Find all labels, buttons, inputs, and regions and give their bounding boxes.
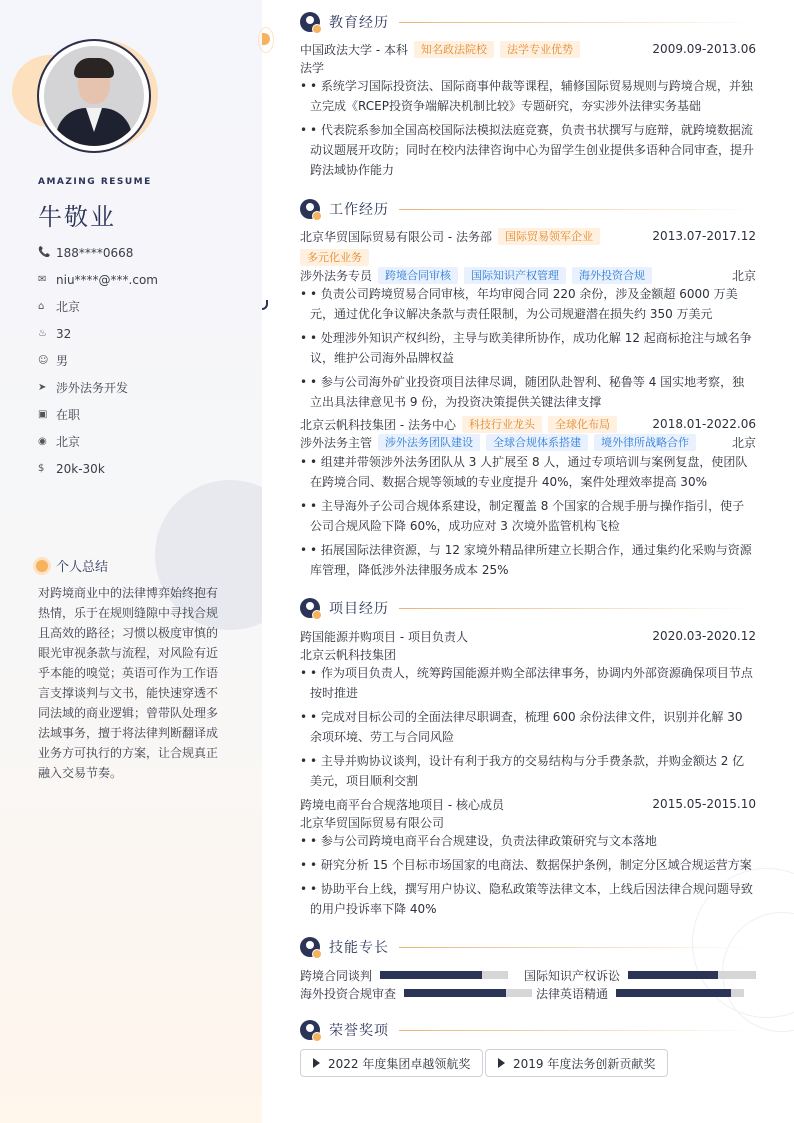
- skill-fill: [380, 971, 482, 979]
- gender-icon: ☺: [38, 355, 49, 366]
- info-residence: [38, 293, 238, 320]
- skill-fill: [404, 989, 506, 997]
- info-text: 男: [56, 354, 69, 368]
- location-icon: ◉: [38, 436, 47, 447]
- avatar-photo: [44, 46, 144, 146]
- info-text: 北京: [56, 435, 81, 449]
- info-age: [38, 320, 238, 347]
- avatar: [37, 39, 151, 153]
- section-skills: [300, 937, 756, 957]
- divider: [399, 22, 756, 23]
- city: 北京: [731, 435, 756, 450]
- info-text: 在职: [56, 408, 81, 422]
- section-title: 教育经历: [329, 15, 389, 31]
- job-bullets: [300, 284, 756, 416]
- job-tags: [294, 248, 750, 266]
- decor-shape: [262, 300, 268, 310]
- section-title: 工作经历: [329, 202, 389, 218]
- decor-shape: [262, 33, 270, 45]
- city: 北京: [731, 268, 756, 283]
- org: 北京云帆科技集团: [300, 647, 397, 662]
- section-title: 项目经历: [329, 601, 389, 617]
- tag: 海外投资合规: [572, 267, 652, 284]
- skill-item: [300, 984, 532, 1002]
- company-name: 北京云帆科技集团 - 法务中心: [300, 417, 456, 432]
- skill-bar: [404, 989, 532, 997]
- skill-name: 跨境合同谈判: [300, 968, 373, 983]
- tag: 境外律所战略合作: [594, 434, 696, 451]
- resume-tagline: AMAZING RESUME: [38, 177, 152, 187]
- award-badge: [300, 1049, 483, 1077]
- org: 北京华贸国际贸易有限公司: [300, 815, 445, 830]
- date: 2015.05-2015.10: [652, 797, 756, 811]
- list-item: • • 参与公司海外矿业投资项目法律尽调，随团队赴智利、秘鲁等 4 国实地考察，独立出具法律意见书 9 份，为投资决策提供关键法律支撑: [300, 372, 756, 412]
- skill-bar: [616, 989, 744, 997]
- skill-fill: [616, 989, 731, 997]
- summary-heading: [36, 556, 108, 575]
- contact-info: [38, 239, 238, 482]
- role: 涉外法务主管: [300, 435, 373, 450]
- email-icon: ✉: [38, 274, 47, 285]
- education-major: [300, 58, 756, 76]
- info-text: niu****@***.com: [56, 272, 158, 287]
- tag: 全球化布局: [548, 416, 617, 433]
- home-icon: ⌂: [38, 301, 45, 312]
- section-title: 荣誉奖项: [329, 1023, 389, 1039]
- skill-bar: [628, 971, 756, 979]
- salary-icon: $: [38, 463, 45, 474]
- job-role: [300, 266, 756, 284]
- date: 2018.01-2022.06: [652, 417, 756, 431]
- info-text: 32: [56, 326, 72, 341]
- skill-fill: [628, 971, 718, 979]
- role: 涉外法务专员: [300, 268, 373, 283]
- summary-title: 个人总结: [56, 560, 109, 575]
- tag: 全球合规体系搭建: [486, 434, 588, 451]
- divider: [399, 209, 756, 210]
- section-work: [300, 199, 756, 219]
- list-item: • • 研究分析 15 个目标市场国家的电商法、数据保护条例，制定分区域合规运营方案: [300, 855, 756, 875]
- skill-item: [300, 966, 508, 984]
- project-org: [300, 813, 756, 831]
- project-header: [300, 627, 756, 645]
- tag: 科技行业龙头: [462, 416, 542, 433]
- list-item: • • 处理涉外知识产权纠纷，主导与欧美律所协作，成功化解 12 起商标抢注与域名争议，维护公司海外品牌权益: [300, 328, 756, 368]
- project-header: [300, 795, 756, 813]
- job-bullets: [300, 452, 756, 584]
- project-org: [300, 645, 756, 663]
- section-title: 技能专长: [329, 940, 389, 956]
- age-icon: ♨: [38, 328, 47, 339]
- info-salary: [38, 455, 238, 482]
- section-education: [300, 12, 756, 32]
- play-icon: [498, 1058, 505, 1068]
- list-item: • • 代表院系参加全国高校国际法模拟法庭竞赛，负责书状撰写与庭辩，就跨境数据流动议题展开攻防；同时在校内法律咨询中心为留学生创业提供多语种合同审查，提升跨法域协作能力: [300, 120, 756, 180]
- send-icon: ➤: [38, 382, 47, 393]
- dot-icon: [36, 560, 48, 572]
- list-item: • • 主导并购协议谈判，设计有利于我方的交易结构与分手费条款，并购金额达 2 亿美元，项目顺利交割: [300, 751, 756, 791]
- play-icon: [313, 1058, 320, 1068]
- job-role: [300, 433, 756, 451]
- divider: [399, 608, 756, 609]
- date: 2020.03-2020.12: [652, 629, 756, 643]
- phone-icon: 📞: [38, 247, 51, 258]
- date: 2013.07-2017.12: [652, 229, 756, 243]
- award-name: 2022 年度集团卓越领航奖: [328, 1056, 471, 1071]
- divider: [399, 947, 756, 948]
- tag: 国际知识产权管理: [464, 267, 566, 284]
- education-bullets: [300, 76, 756, 184]
- list-item: • • 作为项目负责人，统筹跨国能源并购全部法律事务，协调内外部资源确保项目节点按时推进: [300, 663, 756, 703]
- info-target-job: [38, 374, 238, 401]
- info-status: [38, 401, 238, 428]
- info-location: [38, 428, 238, 455]
- list-item: • • 系统学习国际投资法、国际商事仲裁等课程，辅修国际贸易规则与跨境合规，并独立完成《RCEP投资争端解决机制比较》专题研究，夯实涉外法律实务基础: [300, 76, 756, 116]
- section-icon: [300, 937, 320, 957]
- info-text: 188****0668: [56, 245, 134, 260]
- divider: [399, 1030, 756, 1031]
- award-badge: [485, 1049, 668, 1077]
- job-header: [300, 227, 756, 245]
- tag: 多元化业务: [300, 249, 369, 266]
- info-text: 涉外法务开发: [56, 381, 129, 395]
- sidebar: [0, 0, 262, 1123]
- tag: 法学专业优势: [500, 41, 580, 58]
- skill-item: [536, 984, 744, 1002]
- candidate-name: 牛敬业: [38, 203, 116, 231]
- education-header: [300, 40, 756, 58]
- list-item: • • 组建并带领涉外法务团队从 3 人扩展至 8 人，通过专项培训与案例复盘，使团队在跨境合同、数据合规等领域的专业度提升 40%，案件处理效率提高 30%: [300, 452, 756, 492]
- list-item: • • 拓展国际法律资源，与 12 家境外精品律所建立长期合作，通过集约化采购与资源库管理，降低涉外法律服务成本 25%: [300, 540, 756, 580]
- project-bullets: [300, 831, 756, 923]
- list-item: • • 协助平台上线，撰写用户协议、隐私政策等法律文本，上线后因法律合规问题导致的用户投诉率下降 40%: [300, 879, 756, 919]
- section-awards: [300, 1020, 756, 1040]
- summary-text: 对跨境商业中的法律博弈始终抱有热情，乐于在规则缝隙中寻找合规且高效的路径；习惯以极度审慎的眼光审视条款与流程，对风险有近乎本能的嗅觉；英语可作为工作语言支撑谈判与文书，能快速穿透不同法域的商业逻辑；曾带队处理多法域事务，擅于将法律判断翻译成业务方可执行的方案，让合规真正融入交易节奏。: [38, 586, 219, 780]
- project-bullets: [300, 663, 756, 795]
- date: 2009.09-2013.06: [652, 42, 756, 56]
- tag: 国际贸易领军企业: [498, 228, 600, 245]
- info-email: [38, 266, 238, 293]
- skill-name: 国际知识产权诉讼: [524, 968, 621, 983]
- briefcase-icon: ▣: [38, 409, 48, 420]
- section-icon: [300, 1020, 320, 1040]
- list-item: • • 完成对目标公司的全面法律尽职调查，梳理 600 余份法律文件，识别并化解 30 余项环境、劳工与合同风险: [300, 707, 756, 747]
- skill-item: [524, 966, 756, 984]
- info-text: 20k-30k: [56, 461, 105, 476]
- section-projects: [300, 598, 756, 618]
- section-icon: [300, 598, 320, 618]
- skill-name: 法律英语精通: [536, 986, 609, 1001]
- award-name: 2019 年度法务创新贡献奖: [513, 1056, 656, 1071]
- section-icon: [300, 12, 320, 32]
- tag: 涉外法务团队建设: [378, 434, 480, 451]
- company-name: 北京华贸国际贸易有限公司 - 法务部: [300, 229, 492, 244]
- skill-name: 海外投资合规审查: [300, 986, 397, 1001]
- list-item: • • 主导海外子公司合规体系建设，制定覆盖 8 个国家的合规手册与操作指引，使子公司合规风险下降 60%，成功应对 3 次境外监管机构飞检: [300, 496, 756, 536]
- section-icon: [300, 199, 320, 219]
- tag: 知名政法院校: [414, 41, 494, 58]
- list-item: • • 负责公司跨境贸易合同审核，年均审阅合同 220 余份，涉及金额超 6000 万美元，通过优化争议解决条款与责任限制，为公司规避潜在损失约 350 万美元: [300, 284, 756, 324]
- info-gender: [38, 347, 238, 374]
- skill-bar: [380, 971, 508, 979]
- tag: 跨境合同审核: [378, 267, 458, 284]
- project-name: 跨国能源并购项目 - 项目负责人: [300, 629, 468, 644]
- list-item: • • 参与公司跨境电商平台合规建设，负责法律政策研究与文本落地: [300, 831, 756, 851]
- job-header: [300, 415, 756, 433]
- school-name: 中国政法大学 - 本科: [300, 42, 408, 57]
- info-phone: [38, 239, 238, 266]
- major: 法学: [300, 60, 325, 75]
- project-name: 跨境电商平台合规落地项目 - 核心成员: [300, 797, 504, 812]
- info-text: 北京: [56, 300, 81, 314]
